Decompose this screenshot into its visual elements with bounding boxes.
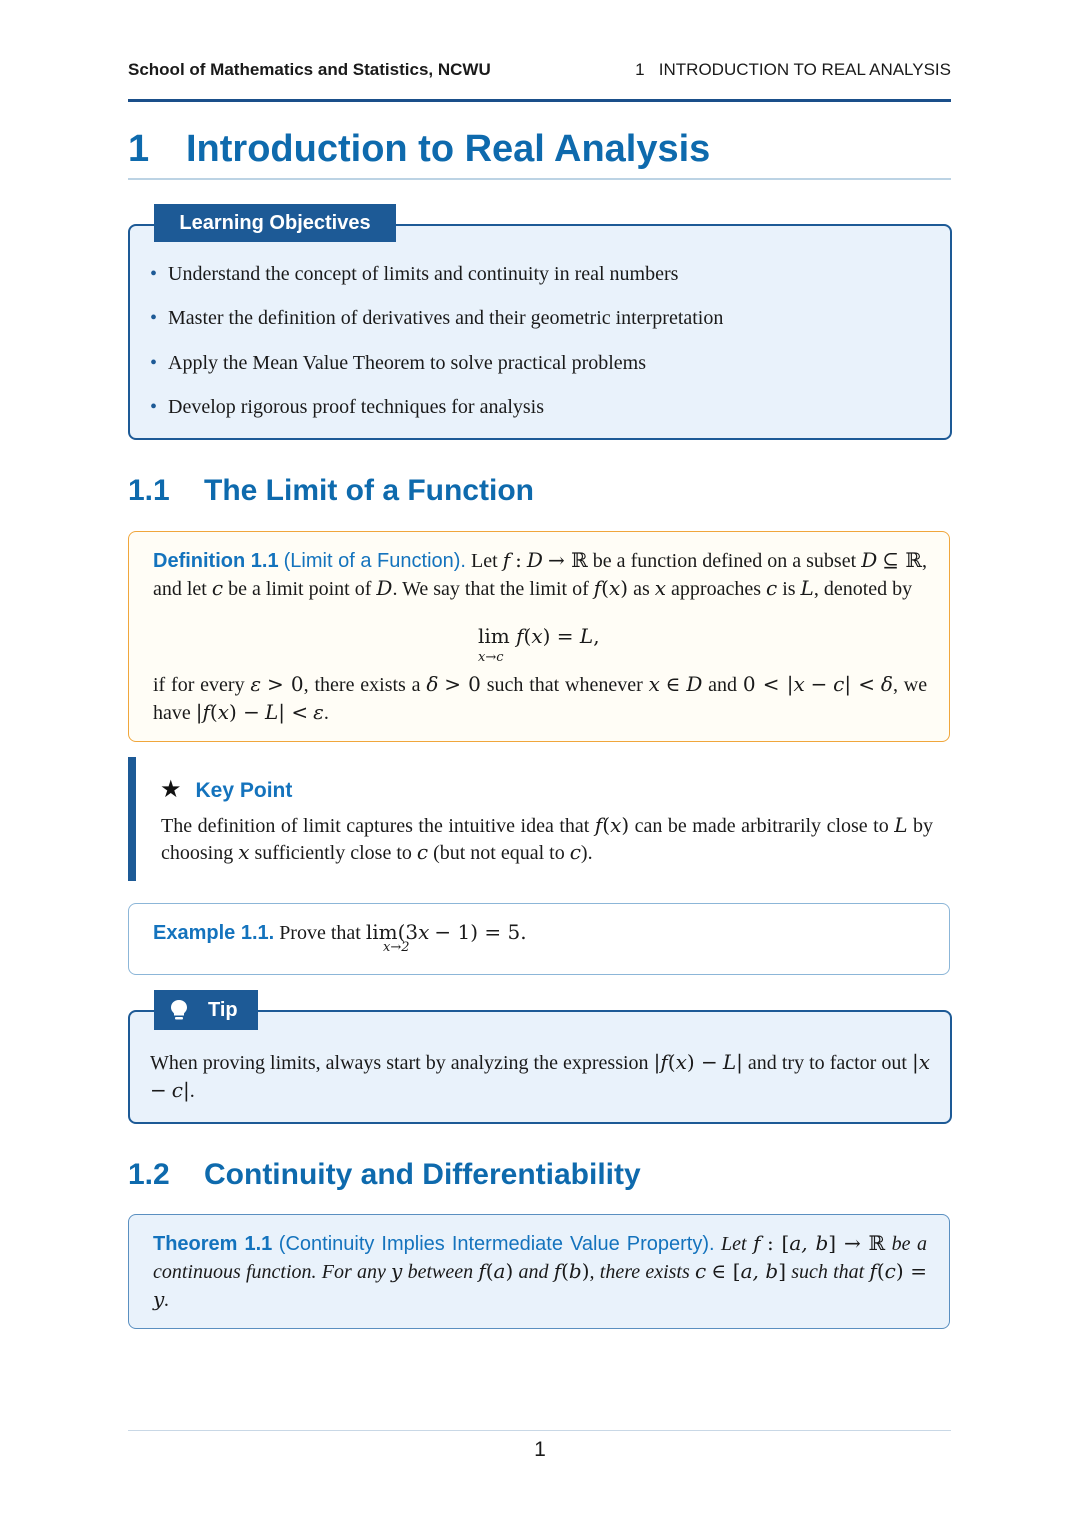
header-institution: School of Mathematics and Statistics, NCWU	[128, 60, 491, 79]
key-point-title: ★ Key Point	[160, 776, 293, 803]
header-chapter-number: 1	[635, 60, 645, 79]
footer-rule	[128, 1430, 951, 1431]
bullet-icon: •	[150, 351, 158, 374]
theorem-label: Theorem 1.1	[153, 1233, 273, 1255]
definition-text: Definition 1.1 (Limit of a Function). Let f : D → ℝ be a function defined on a subset D ⊆ ℝ, and let c be a limit point of D. We say that the limit of f(x) as x approaches c is L, denoted by	[153, 548, 928, 600]
list-item: • Understand the concept of limits and continuity in real numbers	[150, 263, 679, 285]
section-number: 1.1	[128, 474, 170, 507]
header-chapter	[635, 60, 951, 80]
lightbulb-icon	[169, 999, 189, 1021]
section-title: Continuity and Differentiability	[204, 1158, 641, 1191]
tip-title: Tip	[154, 990, 258, 1030]
key-point-bar	[128, 757, 136, 881]
chapter-title-text: Introduction to Real Analysis	[186, 128, 711, 170]
key-point-text: The definition of limit captures the intuitive idea that f(x) can be made arbitrarily close to L by choosing x sufficiently close to c (but not equal to c).	[161, 813, 934, 864]
running-header	[128, 60, 951, 82]
example-limit-subscript: x→2	[383, 940, 410, 955]
header-chapter-title: INTRODUCTION TO REAL ANALYSIS	[658, 60, 951, 79]
page-number: 1	[534, 1438, 546, 1461]
example-text: Example 1.1. Prove that lim(3x − 1) = 5.	[153, 920, 527, 944]
section-heading-1-1	[128, 474, 534, 508]
section-heading-1-2	[128, 1158, 641, 1192]
tip-text: When proving limits, always start by analyzing the expression |f(x) − L| and try to factor out |x − c|.	[150, 1050, 931, 1102]
definition-display-equation: lim f(x) = L, x→c	[478, 624, 600, 665]
theorem-text: Theorem 1.1 (Continuity Implies Intermediate Value Property). Let f : [a, b] → ℝ be a continuous function. For any y between f(a) and f(b), there exists c ∈ [a, b] such that f(c) = y.	[153, 1231, 928, 1311]
bullet-icon: •	[150, 263, 158, 285]
definition-text-continued: if for every ε > 0, there exists a δ > 0 such that whenever x ∈ D and 0 < |x − c| < δ, we have |f(x) − L| < ε.	[153, 672, 928, 724]
definition-label: Definition 1.1	[153, 550, 279, 572]
list-item: • Apply the Mean Value Theorem to solve practical problems	[150, 351, 647, 374]
section-title: The Limit of a Function	[204, 474, 534, 507]
limit-subscript: x→c	[478, 650, 504, 665]
section-number: 1.2	[128, 1158, 170, 1191]
learning-objectives-title: Learning Objectives	[154, 204, 396, 242]
objectives-list	[150, 262, 723, 439]
header-rule	[128, 99, 951, 102]
list-item: • Master the definition of derivatives and their geometric interpretation	[150, 307, 724, 330]
chapter-title	[128, 128, 710, 171]
bullet-icon: •	[150, 395, 158, 418]
list-item: • Develop rigorous proof techniques for analysis	[150, 395, 545, 418]
example-label: Example 1.1.	[153, 922, 275, 944]
chapter-number: 1	[128, 128, 150, 170]
definition-name: (Limit of a Function).	[283, 550, 466, 572]
theorem-name: (Continuity Implies Intermediate Value Property).	[278, 1233, 715, 1255]
bullet-icon: •	[150, 307, 158, 330]
star-icon: ★	[160, 776, 182, 803]
chapter-rule	[128, 178, 951, 180]
